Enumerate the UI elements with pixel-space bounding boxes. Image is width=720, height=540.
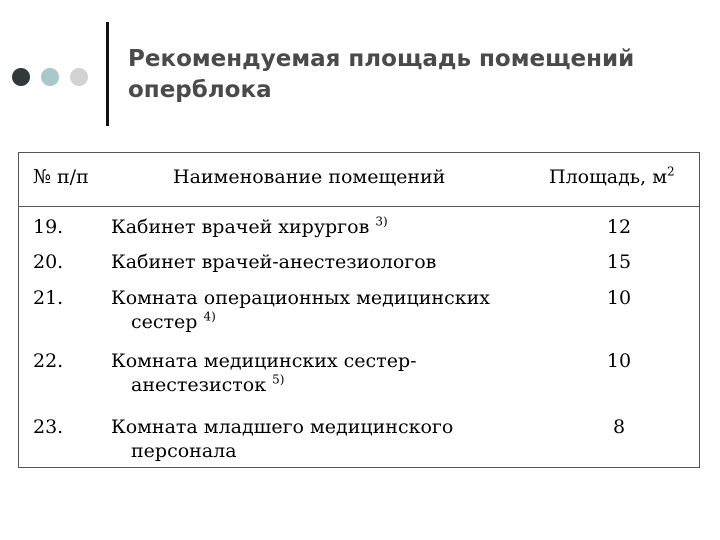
row-area: 8	[612, 416, 626, 438]
row-name-line2	[111, 310, 551, 334]
row-name-line1: Кабинет врачей-анестезиологов	[111, 251, 437, 273]
row-area: 10	[606, 350, 632, 372]
row-name-line1	[111, 215, 551, 239]
row-footnote: 4)	[203, 309, 216, 324]
title-divider	[106, 22, 109, 126]
row-name-line2	[111, 373, 551, 397]
row-num: 19.	[33, 216, 64, 238]
row-name-line1: Комната медицинских сестер-	[111, 350, 417, 372]
header-name: Наименование помещений	[173, 166, 446, 188]
row-num: 21.	[33, 287, 64, 309]
row-name-text: Кабинет врачей хирургов	[111, 216, 370, 238]
header-separator	[19, 206, 699, 207]
header-area	[549, 165, 675, 189]
row-name	[111, 286, 551, 334]
row-area: 12	[606, 216, 632, 238]
row-name-line1: Комната младшего медицинского	[111, 416, 454, 438]
header-num: № п/п	[33, 166, 89, 188]
row-name-text: сестер	[131, 311, 198, 333]
header-area-label: Площадь, м	[549, 166, 667, 188]
slide-title	[128, 44, 688, 106]
row-name-line1: Комната операционных медицинских	[111, 287, 490, 309]
row-name	[111, 215, 551, 239]
slide-title-line2: оперблока	[128, 77, 272, 103]
row-name-text: анестезисток	[131, 374, 267, 396]
row-footnote: 3)	[375, 214, 388, 229]
row-num: 20.	[33, 251, 64, 273]
row-num: 22.	[33, 350, 64, 372]
header-area-sup: 2	[666, 164, 675, 179]
row-name	[111, 415, 551, 463]
decorative-bullets	[12, 68, 92, 88]
row-area: 15	[606, 251, 632, 273]
row-name	[111, 349, 551, 397]
slide-title-line1: Рекомендуемая площадь помещений	[128, 46, 635, 72]
teal-dot-icon	[41, 68, 59, 86]
row-name	[111, 250, 551, 274]
rooms-table	[18, 152, 700, 468]
row-footnote: 5)	[272, 372, 285, 387]
gray-dot-icon	[70, 68, 88, 86]
row-area: 10	[606, 287, 632, 309]
row-num: 23.	[33, 416, 64, 438]
row-name-line2: персонала	[131, 440, 237, 462]
dark-dot-icon	[12, 68, 30, 86]
